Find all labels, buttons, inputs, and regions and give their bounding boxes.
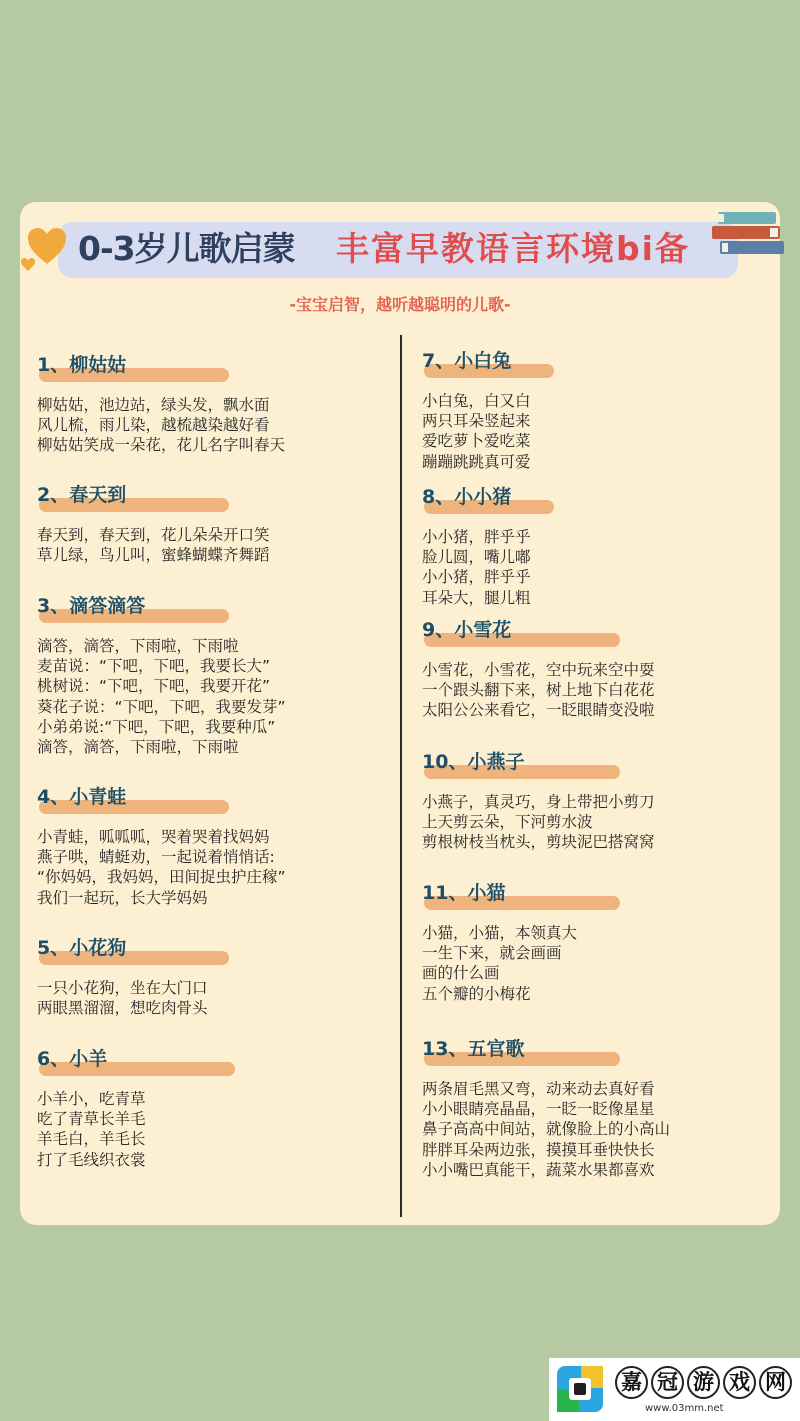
song-line: 爱吃萝卜爱吃菜 [422, 432, 531, 451]
song-line: 春天到，春天到，花儿朵朵开口笑 [37, 526, 270, 544]
song-title: 10、小燕子 [422, 751, 525, 773]
song-line: 小燕子，真灵巧，身上带把小剪刀 [422, 793, 655, 811]
song-block [422, 348, 531, 472]
song-title: 11、小猫 [422, 882, 506, 904]
song-line: 耳朵大，腿儿粗 [422, 588, 531, 607]
song-line: 两条眉毛黑又弯，动来动去真好看 [422, 1080, 655, 1098]
logo-url: www.03mm.net [645, 1403, 724, 1414]
song-block [37, 482, 270, 565]
logo-char: 网 [759, 1366, 792, 1399]
song-block [37, 1046, 146, 1170]
song-line: 羊毛白，羊毛长 [37, 1130, 146, 1149]
song-line: 小小猪，胖乎乎 [422, 528, 531, 546]
page-title: 0-3岁儿歌启蒙 [78, 229, 295, 268]
song-line: 五个瓣的小梅花 [422, 984, 531, 1003]
song-line: 蹦蹦跳跳真可爱 [422, 452, 531, 471]
song-title: 9、小雪花 [422, 619, 512, 641]
column-divider [400, 335, 402, 1217]
subtitle: -宝宝启智，越听越聪明的儿歌- [289, 295, 511, 314]
song-line: 太阳公公来看它，一眨眼睛变没啦 [422, 701, 655, 720]
song-title: 4、小青蛙 [37, 786, 127, 808]
song-line: 小小猪，胖乎乎 [422, 568, 531, 587]
watermark-logo [549, 1358, 800, 1421]
song-block [37, 935, 208, 1018]
logo-char: 戏 [723, 1366, 756, 1399]
song-line: 风儿梳，雨儿染，越梳越染越好看 [37, 416, 270, 435]
song-line: 柳姑姑，池边站，绿头发，飘水面 [37, 396, 270, 414]
song-line: 一只小花狗，坐在大门口 [37, 979, 208, 997]
song-block [422, 484, 531, 608]
song-block [422, 617, 655, 721]
small-heart-icon [20, 257, 36, 272]
books-icon [710, 208, 790, 258]
song-line: 一个跟头翻下来，树上地下白花花 [422, 681, 655, 700]
song-line: 柳姑姑笑成一朵花，花儿名字叫春天 [37, 436, 286, 455]
song-line: 小白兔，白又白 [422, 392, 531, 410]
song-line: 桃树说：“下吧，下吧，我要开花” [37, 677, 271, 696]
song-line: “你妈妈，我妈妈，田间捉虫护庄稼” [37, 868, 286, 887]
song-title: 2、春天到 [37, 484, 127, 506]
song-line: 两只耳朵竖起来 [422, 412, 531, 431]
song-line: 葵花子说：“下吧，下吧，我要发芽” [37, 697, 286, 716]
song-line: 小小眼睛亮晶晶，一眨一眨像星星 [422, 1100, 655, 1119]
song-line: 胖胖耳朵两边张，摸摸耳垂快快长 [422, 1140, 655, 1159]
song-line: 滴答，滴答，下雨啦，下雨啦 [37, 738, 239, 757]
song-line: 小弟弟说:“下吧，下吧，我要种瓜” [37, 717, 276, 736]
song-line: 我们一起玩，长大学妈妈 [37, 888, 208, 907]
song-block [37, 593, 286, 757]
song-title: 5、小花狗 [37, 937, 127, 959]
song-line: 燕子哄，蜻蜓劝，一起说着悄悄话: [37, 848, 275, 867]
song-title: 13、五官歌 [422, 1038, 525, 1060]
song-line: 鼻子高高中间站，就像脸上的小高山 [422, 1120, 671, 1139]
song-block [422, 880, 577, 1004]
song-line: 小羊小，吃青草 [37, 1090, 146, 1108]
song-line: 小青蛙，呱呱呱，哭着哭着找妈妈 [37, 828, 270, 846]
song-title: 3、滴答滴答 [37, 595, 146, 617]
song-block [37, 784, 286, 908]
song-line: 上天剪云朵，下河剪水波 [422, 813, 593, 832]
song-line: 剪根树枝当枕头，剪块泥巴搭窝窝 [422, 833, 655, 852]
song-line: 一生下来，就会画画 [422, 944, 562, 963]
logo-text [615, 1366, 792, 1399]
song-line: 草儿绿，鸟儿叫，蜜蜂蝴蝶齐舞蹈 [37, 546, 270, 565]
song-line: 小小嘴巴真能干，蔬菜水果都喜欢 [422, 1160, 655, 1179]
song-title: 1、柳姑姑 [37, 354, 127, 376]
song-line: 滴答，滴答，下雨啦，下雨啦 [37, 637, 239, 655]
song-line: 小猫，小猫，本领真大 [422, 924, 578, 942]
song-line: 小雪花，小雪花，空中玩来空中耍 [422, 661, 655, 679]
logo-char: 游 [687, 1366, 720, 1399]
logo-char: 冠 [651, 1366, 684, 1399]
song-line: 画的什么画 [422, 964, 500, 983]
song-title: 8、小小猪 [422, 486, 512, 508]
song-line: 打了毛线织衣裳 [37, 1150, 146, 1169]
logo-icon [555, 1364, 605, 1414]
song-title: 6、小羊 [37, 1048, 108, 1070]
song-block [37, 352, 285, 456]
song-line: 脸儿圆，嘴儿嘟 [422, 548, 531, 567]
song-block [422, 1036, 670, 1180]
page-tagline: 丰富早教语言环境bi备 [336, 229, 690, 268]
logo-char: 嘉 [615, 1366, 648, 1399]
song-line: 麦苗说：“下吧，下吧，我要长大” [37, 657, 271, 676]
song-line: 两眼黑溜溜，想吃肉骨头 [37, 999, 208, 1018]
song-line: 吃了青草长羊毛 [37, 1110, 146, 1129]
song-block [422, 749, 655, 853]
song-title: 7、小白兔 [422, 350, 512, 372]
